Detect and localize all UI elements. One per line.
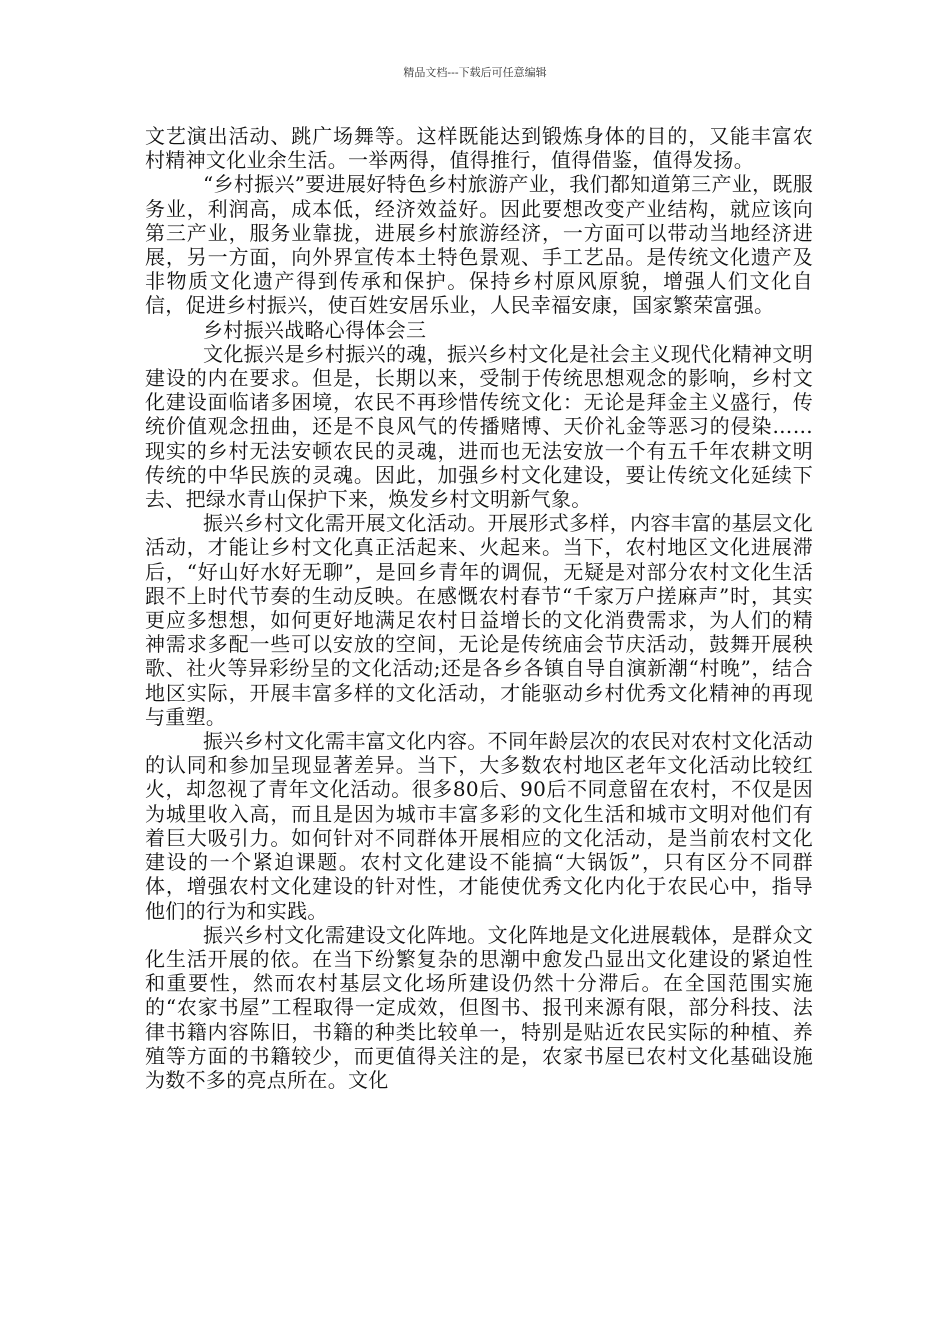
paragraph-6: 振兴乡村文化需建设文化阵地。文化阵地是文化进展载体，是群众文化生活开展的依。在当下纷繁复杂的思潮中愈发凸显出文化建设的紧迫性和重要性，然而农村基层文化场所建设仍然十分滞后。在全国范围实施的“农家书屋”工程取得一定成效，但图书、报刊来源有限，部分科技、法律书籍内容陈旧，书籍的种类比较单一，特别是贴近农民实际的种植、养殖等方面的书籍较少，而更值得关注的是，农家书屋已农村文化基础设施为数不多的亮点所在。文化 xyxy=(145,922,813,1092)
page-header: 精品文档---下载后可任意编辑 xyxy=(403,66,547,79)
document-body xyxy=(145,124,813,1092)
section-heading: 乡村振兴战略心得体会三 xyxy=(203,317,427,342)
paragraph-3: 文化振兴是乡村振兴的魂，振兴乡村文化是社会主义现代化精神文明建设的内在要求。但是，长期以来，受制于传统思想观念的影响，乡村文化建设面临诸多困境，农民不再珍惜传统文化：无论是拜金主义盛行，传统价值观念扭曲，还是不良风气的传播赌博、天价礼金等恶习的侵染……现实的乡村无法安顿农民的灵魂，进而也无法安放一个有五千年农耕文明传统的中华民族的灵魂。因此，加强乡村文化建设，要让传统文化延续下去、把绿水青山保护下来，焕发乡村文明新气象。 xyxy=(145,341,813,512)
paragraph-4: 振兴乡村文化需开展文化活动。开展形式多样，内容丰富的基层文化活动，才能让乡村文化真正活起来、火起来。当下，农村地区文化进展滞后，“好山好水好无聊”，是回乡青年的调侃，无疑是对部分农村文化生活跟不上时代节奏的生动反映。在感慨农村春节“千家万户搓麻声”时，其实更应多想想，如何更好地满足农村日益增长的文化消费需求，为人们的精神需求多配一些可以安放的空间，无论是传统庙会节庆活动，鼓舞开展秧歌、社火等异彩纷呈的文化活动;还是各乡各镇自导自演新潮“村晚”，结合地区实际，开展丰富多样的文化活动，才能驱动乡村优秀文化精神的再现与重塑。 xyxy=(145,511,813,729)
paragraph-2: “乡村振兴”要进展好特色乡村旅游产业，我们都知道第三产业，既服务业，利润高，成本低，经济效益好。因此要想改变产业结构，就应该向第三产业，服务业靠拢，进展乡村旅游经济，一方面可以带动当地经济进展，另一方面，向外界宣传本土特色景观、手工艺品。是传统文化遗产及非物质文化遗产得到传承和保护。保持乡村原风原貌，增强人们文化自信，促进乡村振兴，使百姓安居乐业，人民幸福安康，国家繁荣富强。 xyxy=(145,172,813,318)
paragraph-5: 振兴乡村文化需丰富文化内容。不同年龄层次的农民对农村文化活动的认同和参加呈现显著差异。当下，大多数农村地区老年文化活动比较红火，却忽视了青年文化活动。很多80后、90后不同意留在农村，不仅是因为城里收入高，而且是因为城市丰富多彩的文化生活和城市文明对他们有着巨大吸引力。如何针对不同群体开展相应的文化活动，是当前农村文化建设的一个紧迫课题。农村文化建设不能搞“大锅饭”，只有区分不同群体，增强农村文化建设的针对性，才能使优秀文化内化于农民心中，指导他们的行为和实践。 xyxy=(145,729,813,923)
paragraph-1: 文艺演出活动、跳广场舞等。这样既能达到锻炼身体的目的，又能丰富农村精神文化业余生活。一举两得，值得推行，值得借鉴，值得发扬。 xyxy=(145,124,813,173)
